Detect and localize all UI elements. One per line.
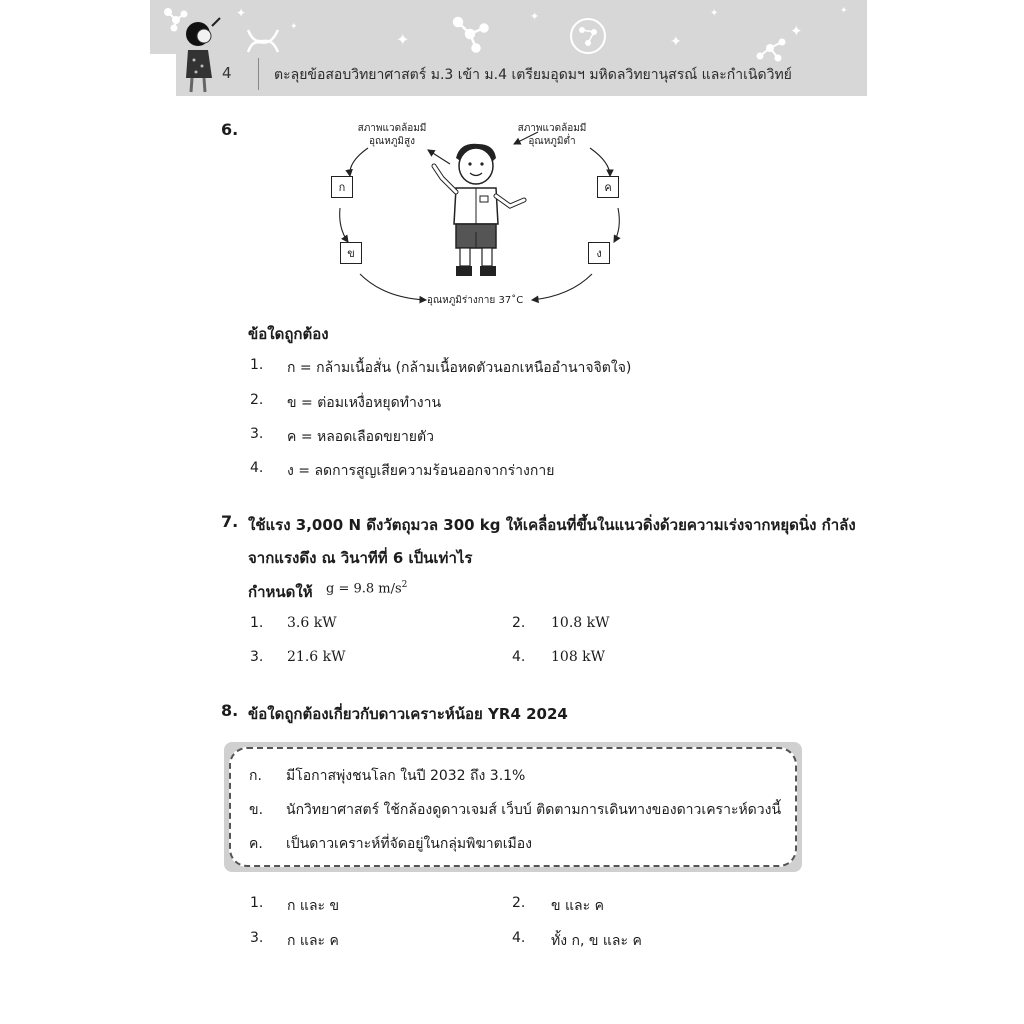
page-header: [150, 0, 867, 96]
girl-illustration: [178, 16, 224, 96]
statements-card: [224, 742, 802, 872]
q7-option-2-number: 2.: [512, 615, 526, 631]
gravity-formula: g = 9.8 m/s: [326, 581, 402, 597]
question-6-number: 6.: [221, 120, 239, 139]
q8-option-4-text: ทั้ง ก, ข และ ค: [551, 933, 642, 949]
q6-option-1-number: 1.: [250, 357, 264, 373]
q7-option-3-text: 21.6 kW: [287, 649, 346, 665]
sparkle-icon: ✦: [710, 8, 719, 19]
q6-option-3-text: ค = หลอดเลือดขยายตัว: [287, 429, 434, 445]
question-7-given-label: กำหนดให้: [248, 583, 313, 601]
q6-option-4-number: 4.: [250, 460, 264, 476]
q7-option-4-number: 4.: [512, 649, 526, 665]
question-7-line-2: จากแรงดึง ณ วินาทีที่ 6 เป็นเท่าไร: [248, 549, 473, 567]
q6-option-3-number: 3.: [250, 426, 264, 442]
statement-a-text: มีโอกาสพุ่งชนโลก ในปี 2032 ถึง 3.1%: [286, 768, 526, 784]
q6-option-2-number: 2.: [250, 392, 264, 408]
page-number: 4: [222, 64, 232, 82]
gravity-exponent: 2: [401, 580, 408, 590]
sparkle-icon: ✦: [290, 22, 298, 32]
q8-option-3-number: 3.: [250, 930, 264, 946]
question-8-number: 8.: [221, 701, 239, 720]
q6-option-4-text: ง = ลดการสูญเสียความร้อนออกจากร่างกาย: [287, 463, 555, 479]
book-title: ตะลุยข้อสอบวิทยาศาสตร์ ม.3 เข้า ม.4 เตรียมอุดมฯ มหิดลวิทยานุสรณ์ และกำเนิดวิทย์: [274, 67, 792, 83]
header-divider: [258, 58, 259, 90]
statement-b-label: ข.: [249, 802, 264, 818]
statement-c-label: ค.: [249, 836, 263, 852]
boy-illustration: [426, 140, 530, 284]
sparkle-icon: ✦: [236, 6, 247, 20]
q7-option-1-number: 1.: [250, 615, 264, 631]
diagram-box-d: ง: [588, 242, 610, 264]
high-temp-environment-label: สภาพแวดล้อมมี อุณหภูมิสูง: [357, 123, 427, 147]
q8-option-1-text: ก และ ข: [287, 898, 340, 914]
body-temperature-label: อุณหภูมิร่างกาย 37˚C: [426, 295, 524, 306]
question-7-number: 7.: [221, 512, 239, 531]
sparkle-icon: ✦: [790, 22, 803, 40]
q7-option-2-text: 10.8 kW: [551, 615, 610, 631]
statements-card-dashed-border: [229, 747, 797, 867]
question-8-prompt: ข้อใดถูกต้องเกี่ยวกับดาวเคราะห์น้อย YR4 2024: [248, 705, 568, 723]
q8-option-2-text: ข และ ค: [551, 898, 604, 914]
q7-option-3-number: 3.: [250, 649, 264, 665]
sparkle-icon: ✦: [670, 34, 682, 50]
q8-option-2-number: 2.: [512, 895, 526, 911]
statement-c-text: เป็นดาวเคราะห์ที่จัดอยู่ในกลุ่มพิฆาตเมือง: [286, 836, 532, 852]
molecule-icon: [756, 36, 786, 62]
q8-option-3-text: ก และ ค: [287, 933, 339, 949]
question-6-prompt: ข้อใดถูกต้อง: [248, 325, 329, 343]
diagram-box-b: ข: [340, 242, 362, 264]
atom-circle-icon: [568, 16, 608, 56]
q7-option-1-text: 3.6 kW: [287, 615, 337, 631]
statement-a-label: ก.: [249, 768, 262, 784]
molecule-icon: [450, 14, 490, 54]
question-7-line-1: ใช้แรง 3,000 N ดึงวัตถุมวล 300 kg ให้เคลื่อนที่ขึ้นในแนวดิ่งด้วยความเร่งจากหยุดนิ่ง กำลัง: [248, 516, 856, 534]
diagram-box-c: ค: [597, 176, 619, 198]
q8-option-4-number: 4.: [512, 930, 526, 946]
q6-option-2-text: ข = ต่อมเหงื่อหยุดทำงาน: [287, 395, 442, 411]
question-7-given-value: [326, 580, 407, 596]
sparkle-icon: ✦: [530, 10, 540, 23]
diagram-box-a: ก: [331, 176, 353, 198]
sparkle-icon: ✦: [840, 6, 848, 16]
q8-option-1-number: 1.: [250, 895, 264, 911]
low-temp-environment-label: สภาพแวดล้อมมี อุณหภูมิต่ำ: [517, 123, 587, 147]
statement-b-text: นักวิทยาศาสตร์ ใช้กล้องดูดาวเจมส์ เว็บบ์ ติดตามการเดินทางของดาวเคราะห์ดวงนี้: [286, 802, 782, 818]
q6-option-1-text: ก = กล้ามเนื้อสั่น (กล้ามเนื้อหดตัวนอกเหนืออำนาจจิตใจ): [287, 360, 632, 376]
sparkle-icon: ✦: [396, 30, 410, 49]
q7-option-4-text: 108 kW: [551, 649, 606, 665]
dna-icon: [246, 26, 280, 56]
